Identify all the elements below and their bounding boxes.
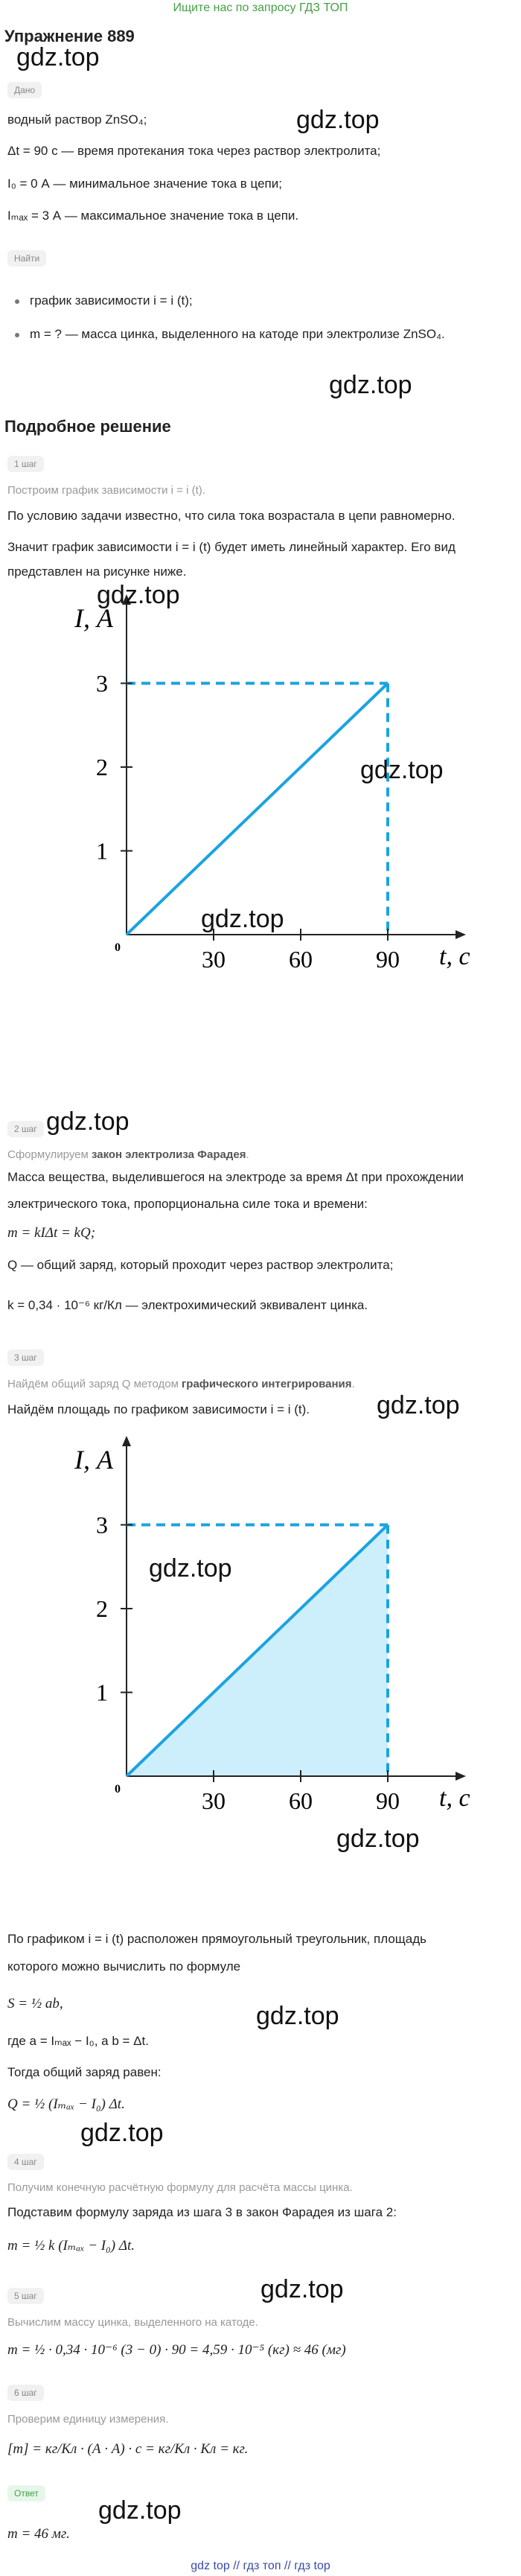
step6-section [7, 2385, 44, 2401]
x-tick-label: 30 [202, 946, 226, 973]
step3-caption: Найдём общий заряд Q методом графического интегрирования. [7, 1378, 355, 1390]
step4-line: Подставим формулу заряда из шага 3 в закон Фарадея из шага 2: [7, 2205, 397, 2219]
y-tick-label: 2 [96, 1595, 108, 1622]
step3-badge: 3 шаг [7, 1349, 44, 1366]
step1-line: Значит график зависимости i = i (t) будет иметь линейный характер. Его вид [7, 540, 456, 554]
answer-badge: Ответ [7, 2485, 45, 2502]
chart-1 [30, 581, 491, 998]
y-tick-label: 3 [96, 1511, 108, 1539]
unit-check-formula: [m] = кг/Кл · (А · А) · с = кг/Кл · Кл = кг. [7, 2441, 249, 2457]
given-section [7, 82, 42, 98]
area-text-line: По графиком i = i (t) расположен прямоугольный треугольник, площадь [7, 1932, 426, 1946]
x-tick-label: 90 [376, 946, 400, 973]
charge-intro: Тогда общий заряд равен: [7, 2065, 162, 2079]
y-axis-label: I, А [74, 603, 113, 633]
y-tick-label: 1 [96, 1679, 108, 1706]
step1-section [7, 456, 44, 472]
k-coefficient: k = 0,34 · 10⁻⁶ кг/Кл — электрохимический эквивалент цинка. [7, 1298, 368, 1312]
watermark: gdz.top [360, 756, 444, 784]
watermark: gdz.top [260, 2275, 344, 2303]
step3-section [7, 1349, 44, 1366]
given-badge: Дано [7, 82, 42, 98]
step6-badge: 6 шаг [7, 2385, 44, 2401]
step2-line: электрического тока, пропорциональна силе тока и времени: [7, 1197, 368, 1211]
footer-links[interactable]: gdz top // гдз топ // гдз top [191, 2560, 330, 2572]
top-search-note[interactable]: Ищите нас по запросу ГДЗ ТОП [173, 1, 348, 14]
step2-line: Масса вещества, выделившегося на электроде за время Δt при прохождении [7, 1170, 464, 1184]
watermark: gdz.top [256, 2002, 339, 2030]
watermark: gdz.top [16, 43, 100, 71]
find-badge: Найти [7, 250, 46, 267]
step6-caption: Проверим единицу измерения. [7, 2413, 169, 2426]
y-axis-label: I, А [74, 1445, 113, 1475]
step1-line: По условию задачи известно, что сила тока возрастала в цепи равномерно. [7, 509, 456, 523]
x-axis-arrow [456, 930, 466, 939]
watermark: gdz.top [329, 371, 412, 399]
chart-2 [30, 1422, 491, 1839]
watermark: gdz.top [149, 1554, 232, 1583]
x-tick-label: 90 [376, 1787, 400, 1814]
find-section [7, 250, 46, 267]
watermark: gdz.top [46, 1107, 130, 1136]
charge-formula: Q = ½ (Iₘₐₓ − I₀) Δt. [7, 2096, 125, 2112]
origin-label: 0 [115, 941, 121, 954]
x-axis-arrow [456, 1772, 466, 1781]
answer-value: m = 46 мг. [7, 2526, 70, 2542]
page-title: Упражнение 889 [4, 27, 135, 45]
data-line [127, 684, 388, 935]
watermark: gdz.top [80, 2119, 164, 2147]
step1-badge: 1 шаг [7, 456, 44, 472]
watermark: gdz.top [336, 1825, 420, 1853]
mass-formula: m = ½ k (Iₘₐₓ − I₀) Δt. [7, 2238, 135, 2254]
step1-caption: Построим график зависимости i = i (t). [7, 484, 205, 497]
bullet-icon [15, 299, 19, 304]
find-item: m = ? — масса цинка, выделенного на катоде при электролизе ZnSO₄. [15, 326, 445, 343]
area-text-line: которого можно вычислить по формуле [7, 1959, 241, 1974]
y-axis-arrow [122, 1436, 131, 1446]
step5-badge: 5 шаг [7, 2288, 44, 2304]
y-tick-label: 1 [96, 837, 108, 865]
formula-where: где a = Iₘₐₓ − I₀, a b = Δt. [7, 2034, 149, 2048]
find-item: график зависимости i = i (t); [15, 293, 193, 309]
given-line: водный раствор ZnSO₄; [7, 112, 147, 127]
watermark: gdz.top [98, 2496, 182, 2525]
origin-label: 0 [115, 1783, 121, 1796]
watermark: gdz.top [296, 106, 380, 134]
x-axis-label: t, с [439, 943, 470, 970]
x-tick-label: 60 [289, 1787, 313, 1814]
step5-section [7, 2288, 44, 2304]
step3-line: Найдём площадь по графиком зависимости i = i (t). [7, 1402, 310, 1416]
watermark: gdz.top [97, 581, 180, 609]
given-line: I₀ = 0 А — минимальное значение тока в цепи; [7, 176, 282, 191]
y-tick-label: 2 [96, 754, 108, 780]
x-tick-label: 30 [202, 1787, 226, 1814]
step1-line: представлен на рисунке ниже. [7, 565, 187, 579]
given-line: Δt = 90 с — время протекания тока через раствор электролита; [7, 144, 381, 158]
step2-badge: 2 шаг [7, 1121, 44, 1137]
answer-section [7, 2485, 45, 2502]
given-line: Iₘₐₓ = 3 А — максимальное значение тока в цепи. [7, 209, 299, 223]
triangle-area-formula: S = ½ ab, [7, 1996, 63, 2011]
watermark: gdz.top [201, 905, 284, 933]
step4-section [7, 2154, 44, 2170]
step4-caption: Получим конечную расчётную формулу для расчёта массы цинка. [7, 2181, 353, 2194]
step2-line: Q — общий заряд, который проходит через раствор электролита; [7, 1258, 394, 1272]
x-tick-label: 60 [289, 946, 313, 973]
solution-title: Подробное решение [4, 417, 171, 436]
mass-calculation: m = ½ · 0,34 · 10⁻⁶ (3 − 0) · 90 = 4,59 · 10⁻⁵ (кг) ≈ 46 (мг) [7, 2342, 346, 2358]
y-tick-label: 3 [96, 670, 108, 697]
bullet-icon [15, 333, 19, 337]
step5-caption: Вычислим массу цинка, выделенного на катоде. [7, 2316, 258, 2329]
step4-badge: 4 шаг [7, 2154, 44, 2170]
step2-caption: Сформулируем закон электролиза Фарадея. [7, 1148, 249, 1161]
x-axis-label: t, с [439, 1784, 470, 1812]
faraday-formula: m = kIΔt = kQ; [7, 1225, 96, 1241]
watermark: gdz.top [377, 1391, 460, 1419]
step2-section [7, 1121, 44, 1137]
